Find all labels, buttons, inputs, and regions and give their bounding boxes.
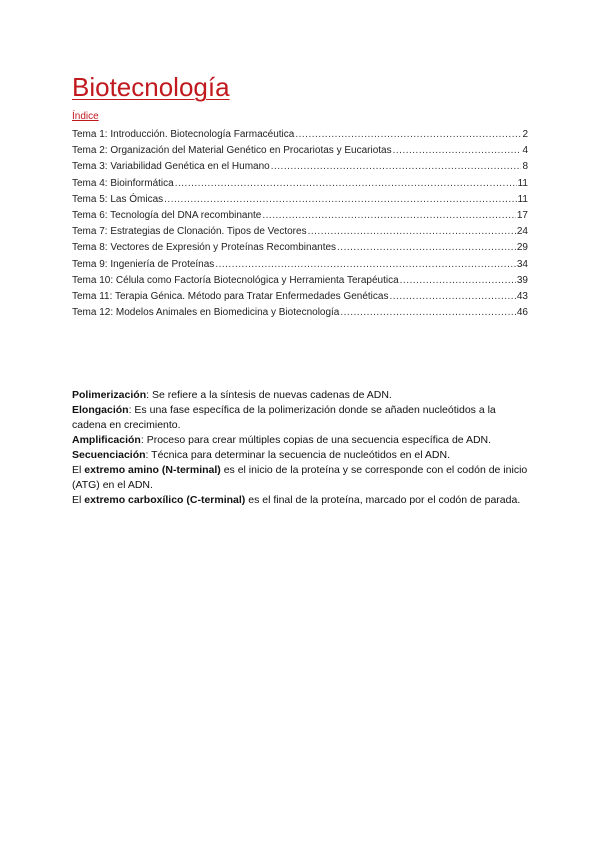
table-of-contents <box>72 127 528 321</box>
toc-entry-page: 24 <box>516 226 528 238</box>
toc-leader <box>389 289 515 305</box>
toc-entry-title: Tema 8: Vectores de Expresión y Proteínas Recombinantes <box>72 242 337 254</box>
toc-leader <box>393 143 522 159</box>
glossary-definition: : Se refiere a la síntesis de nuevas cadenas de ADN. <box>146 389 392 401</box>
toc-entry[interactable] <box>72 143 528 159</box>
toc-entry[interactable] <box>72 289 528 305</box>
glossary-term: Amplificación <box>72 434 141 446</box>
toc-entry-title: Tema 1: Introducción. Biotecnología Farmacéutica <box>72 129 295 140</box>
toc-entry-page: 43 <box>516 291 528 303</box>
toc-leader <box>337 240 516 256</box>
toc-entry-page: 17 <box>516 210 528 222</box>
document-page <box>72 70 528 321</box>
toc-entry[interactable] <box>72 305 528 321</box>
glossary-term: extremo amino (N-terminal) <box>84 464 221 476</box>
toc-entry-title: Tema 7: Estrategias de Clonación. Tipos de Vectores <box>72 226 307 238</box>
toc-leader <box>400 273 516 289</box>
toc-entry-page: 4 <box>522 145 528 157</box>
toc-entry[interactable] <box>72 273 528 289</box>
toc-entry-title: Tema 6: Tecnología del DNA recombinante <box>72 210 262 222</box>
glossary-entry <box>72 388 528 403</box>
toc-entry-title: Tema 10: Célula como Factoría Biotecnológica y Herramienta Terapéutica <box>72 274 399 286</box>
toc-entry-page: 11 <box>517 193 528 205</box>
toc-entry[interactable] <box>72 159 528 175</box>
toc-entry-page: 11 <box>517 177 528 189</box>
toc-leader <box>295 127 521 143</box>
toc-leader <box>262 208 516 224</box>
toc-entry-page: 2 <box>522 129 528 140</box>
toc-leader <box>308 224 516 240</box>
glossary-definition: : Técnica para determinar la secuencia de nucleótidos en el ADN. <box>145 449 451 461</box>
toc-leader <box>164 192 516 208</box>
toc-entry-title: Tema 11: Terapia Génica. Método para Tratar Enfermedades Genéticas <box>72 291 389 303</box>
toc-entry-title: Tema 12: Modelos Animales en Biomedicina y Biotecnología <box>72 307 340 319</box>
glossary-entry <box>72 433 528 448</box>
toc-entry-page: 8 <box>522 161 528 173</box>
toc-leader <box>215 257 516 273</box>
toc-entry-title: Tema 3: Variabilidad Genética en el Humano <box>72 161 270 173</box>
toc-entry[interactable] <box>72 240 528 256</box>
toc-entry-page: 39 <box>516 274 528 286</box>
toc-entry-page: 46 <box>516 307 528 319</box>
glossary-term: Elongación <box>72 404 129 416</box>
index-heading-link[interactable]: Índice <box>72 111 99 122</box>
toc-entry-page: 34 <box>516 258 528 270</box>
glossary-entry <box>72 493 528 508</box>
toc-entry-title: Tema 9: Ingeniería de Proteínas <box>72 258 215 270</box>
toc-entry[interactable] <box>72 257 528 273</box>
glossary-term: extremo carboxílico (C-terminal) <box>84 494 246 506</box>
toc-entry[interactable] <box>72 192 528 208</box>
toc-leader <box>175 176 517 192</box>
toc-entry-title: Tema 5: Las Ómicas <box>72 193 164 205</box>
glossary-term: Secuenciación <box>72 449 146 461</box>
glossary-definition: es el final de la proteína, marcado por el codón de parada. <box>245 494 521 506</box>
toc-entry-title: Tema 2: Organización del Material Genético en Procariotas y Eucariotas <box>72 145 392 157</box>
glossary-definition: : Proceso para crear múltiples copias de una secuencia específica de ADN. <box>140 434 492 446</box>
toc-entry[interactable] <box>72 127 528 143</box>
toc-entry[interactable] <box>72 208 528 224</box>
glossary-section <box>72 388 528 508</box>
toc-entry-title: Tema 4: Bioinformática <box>72 177 174 189</box>
glossary-prefix: El <box>72 494 85 506</box>
glossary-definition: : Es una fase específica de la polimerización donde se añaden nucleótidos a la cadena en crecimiento. <box>72 404 496 431</box>
document-title: Biotecnología <box>72 72 230 102</box>
toc-entry-page: 29 <box>516 242 528 254</box>
glossary-entry <box>72 463 528 493</box>
glossary-entry <box>72 448 528 463</box>
glossary-term: Polimerización <box>72 389 147 401</box>
toc-leader <box>340 305 516 321</box>
toc-entry[interactable] <box>72 176 528 192</box>
toc-entry[interactable] <box>72 224 528 240</box>
toc-leader <box>271 159 522 175</box>
glossary-prefix: El <box>72 464 85 476</box>
glossary-entry <box>72 403 528 433</box>
glossary-definition: es el inicio de la proteína y se corresponde con el codón de inicio (ATG) en el ADN. <box>72 464 528 491</box>
